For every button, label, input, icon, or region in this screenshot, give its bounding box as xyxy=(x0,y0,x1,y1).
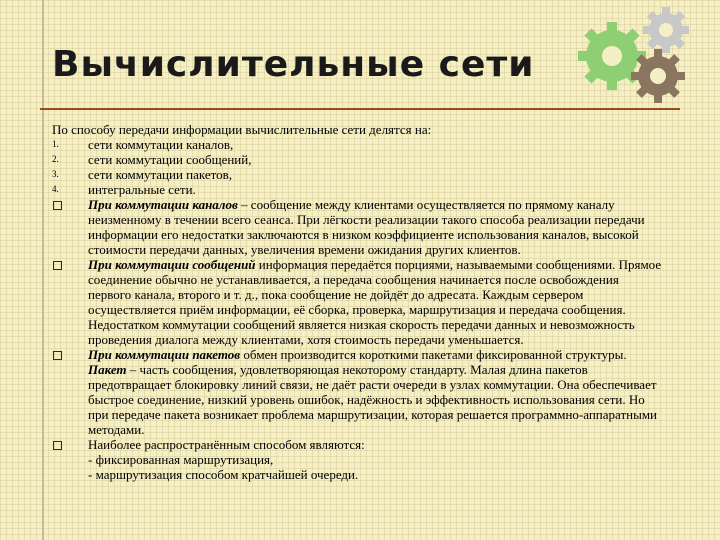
square-bullet-icon xyxy=(53,261,62,270)
item-text: сети коммутации сообщений, xyxy=(88,152,252,167)
green-gear-icon xyxy=(578,22,646,90)
bullet-body: информация передаётся порциями, называемыми сообщениями. Прямое соединение обычно не устанавливается, а передача сообщения начинается после освобождения первого канала, второго и т. д., пока сообщение не дойдёт до адресата. Каждым сервером осуществляется приём информации, её сборка, проверка, маршрутизация и передача сообщения. Недостатком коммутации сообщений является низкая скорость передачи данных и невозможность проведения диалога между клиентами, хотя стоимость передачи уменьшается. xyxy=(88,257,662,347)
sub-item: - фиксированная маршрутизация, xyxy=(88,452,274,467)
bullet-body: Наиболее распространённым способом являются: xyxy=(88,437,365,452)
bullet-term: При коммутации сообщений xyxy=(88,257,256,272)
title-underline xyxy=(40,108,680,110)
item-text: сети коммутации каналов, xyxy=(88,137,234,152)
sub-item: - маршрутизация способом кратчайшей очереди. xyxy=(88,467,359,482)
bullet-text xyxy=(88,257,664,347)
numbered-item xyxy=(52,167,664,182)
item-number: 2. xyxy=(52,154,59,164)
square-bullet-icon xyxy=(53,441,62,450)
bullet-item xyxy=(52,437,664,482)
bullet-body: – сообщение между клиентами осуществляется по прямому каналу неизменному в течении всего сеанса. При лёгкости реализации такого способа реализации передачи информации его недостатки заключаются в низком коэффициенте использования каналов, высокой стоимости передачи данных, увеличения времени ожидания других клиентов. xyxy=(88,197,645,257)
bullet-term: При коммутации каналов xyxy=(88,197,238,212)
intro-text: По способу передачи информации вычислительные сети делятся на: xyxy=(52,122,432,137)
gray-gear-icon xyxy=(643,7,689,53)
square-bullet-icon xyxy=(53,351,62,360)
item-text: интегральные сети. xyxy=(88,182,196,197)
item-text: сети коммутации пакетов, xyxy=(88,167,233,182)
left-margin-rule xyxy=(42,0,44,540)
numbered-item xyxy=(52,137,664,152)
numbered-item xyxy=(52,182,664,197)
bullet-term-packet: Пакет xyxy=(88,362,127,377)
square-bullet-icon xyxy=(53,201,62,210)
brown-gear-icon xyxy=(631,49,685,103)
bullet-body: обмен производится короткими пакетами фиксированной структуры. xyxy=(240,347,627,362)
bullet-text xyxy=(88,437,664,482)
slide-title: Вычислительные сети xyxy=(52,44,535,85)
bullet-text xyxy=(88,197,664,257)
item-number: 3. xyxy=(52,169,59,179)
numbered-item xyxy=(52,152,664,167)
item-number: 4. xyxy=(52,184,59,194)
item-number: 1. xyxy=(52,139,59,149)
bullet-text xyxy=(88,347,664,437)
bullet-item xyxy=(52,257,664,347)
bullet-body-cont: – часть сообщения, удовлетворяющая некоторому стандарту. Малая длина пакетов предотвращает блокировку линий связи, не даёт расти очереди в узлах коммутации. Она обеспечивает быстрое соединение, низкий уровень ошибок, надёжность и эффективность использования сети. Но при передаче пакета возникает проблема маршрутизации, которая решается программно-аппаратными методами. xyxy=(88,362,657,437)
bullet-item xyxy=(52,347,664,437)
bullet-item xyxy=(52,197,664,257)
bullet-term: При коммутации пакетов xyxy=(88,347,241,362)
slide-content xyxy=(52,122,664,482)
